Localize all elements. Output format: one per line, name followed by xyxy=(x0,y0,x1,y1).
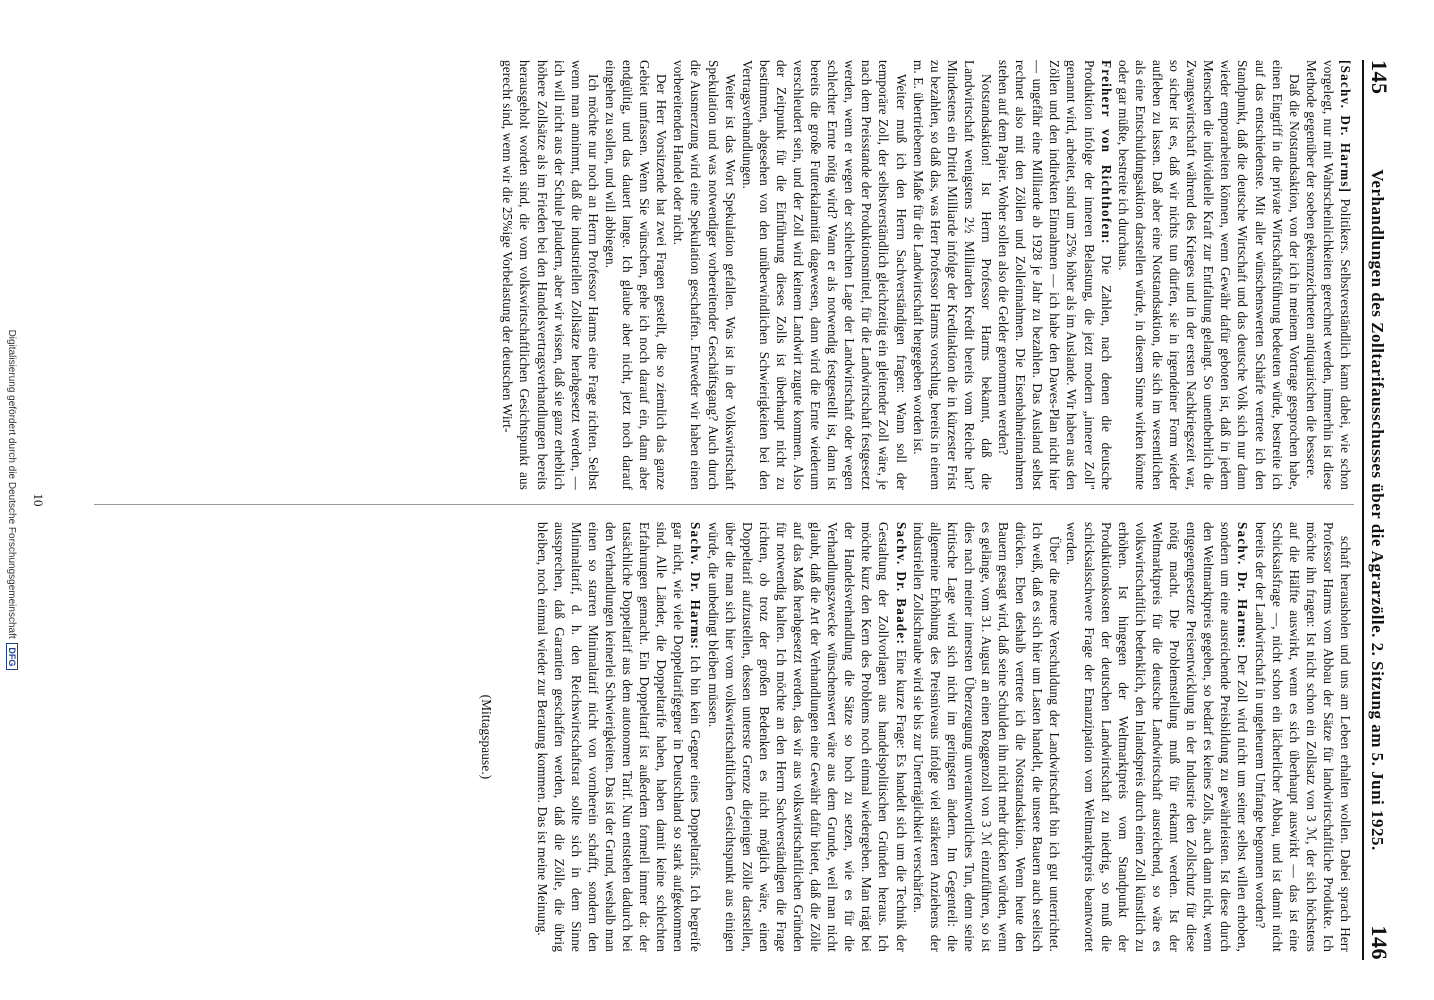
paragraph-text: Daß die Notstandsaktion, von der ich in meinem Vortrage gesprochen habe, einen Eingriff in die private Wirtschaftsführung bedeuten würde, bestreite ich auf das entschiedenste. Mit aller wünschenswerten Schärfe vertrete ich den Standpunkt, daß die deutsche Wirtschaft und das deutsche Volk sich nur dann wieder emporarbeiten können, wenn Gewähr dafür geboten ist, daß in jedem Menschen die individuelle Kraft zur Entfaltung gelangt. So unentbehrlich die Zwangswirtschaft während des Krieges und in der ersten Nachkriegszeit war, so sicher ist es, daß wir nichts tun dürfen, sie in irgendeiner Form wieder aufleben zu lassen. Daß aber eine Notstandsaktion, die sich im wesentlichen als eine Entschuldungsaktion darstellen würde, in diesem Sinne wirken könnte oder gar müßte, bestreite ich durchaus. xyxy=(1115,60,1302,490)
paragraph xyxy=(670,60,738,490)
paragraph xyxy=(910,60,995,490)
left-page-number: 145 xyxy=(1367,60,1392,95)
column-divider xyxy=(94,504,1354,505)
speaker-name: Sachv. Dr. Harms: xyxy=(1235,522,1251,650)
speaker-name: Sachv. Dr. Harms: xyxy=(688,522,704,650)
paragraph-text: Eine kurze Frage: Es handelt sich um die Technik der Gestaltung der Zollvorlagen aus handelspolitischen Gründen heraus. Ich möchte kurz den Kern des Problems noch einmal wiedergeben. Man trägt bei der Handelsverhandlung die Sätze so hoch zu setzen, wie es für die Verhandlungszwecke wünschenswert wäre aus dem Grunde, weil man nicht glaubt, daß die Art der Verhandlungen eine Gewähr dafür bietet, daß die Zölle auf das Maß herabgesetzt werden, das wir aus volkswirtschaftlichen Gründen für notwendig halten. Ich möchte an den Herrn Sachverständigen die Frage richten, ob trotz der großen Bedenken es nicht möglich wäre, einen Doppeltarif aufzustellen, dessen unterste Grenze diejenigen Zölle darstellen, über die man sich hier vom volkswirtschaftlichen Gesichtspunkt aus einigen würde, die unbedingt bleiben müssen. xyxy=(705,522,909,953)
paragraph xyxy=(499,60,602,490)
right-page-number: 146 xyxy=(1367,925,1392,960)
speaker-name: [Sachv. Dr. Harms] xyxy=(1338,60,1353,194)
paragraph-text: Notstandsaktion! Ist Herrn Professor Harms bekannt, daß die Landwirtschaft wenigstens 2½ Milliarden Kredit bereits vom Reiche hat? Mindestens ein Drittel Milliarde infolge der Kreditaktion die in kürzester Frist zu bezahlen, so daß das, was Herr Professor Harms vorschlug, bereits in einem m. E. übertriebenen Maße für die Landwirtschaft hergegeben worden ist. xyxy=(910,60,995,490)
paragraph-text: Über die neuere Verschuldung der Landwirtschaft bin ich gut unterrichtet. Ich weiß, daß es sich hier um Lasten handelt, die unsere Bauern auch seelisch drücken. Eben deshalb vertrete ich die Notstandsaktion. Wenn heute den Bauern gesagt wird, daß seine Schulden ihn nicht mehr drücken würden, wenn es gelänge, vom 31. August an einen Roggenzoll von 3 ℳ einzuführen, so ist dies nach meiner innersten Überzeugung unverantwortliches Tun, denn seine kritische Lage wird sich nicht im geringsten ändern. Im Gegenteil: die allgemeine Erhöhung des Preisniveaus infolge viel stärkeren Anziehens der industriellen Zollschraube wird sie bis zur Unerträglichkeit verschärfen. xyxy=(910,522,1063,952)
paragraph xyxy=(1251,522,1354,952)
speaker-name: Freiherr von Richthofen: xyxy=(1098,60,1114,245)
footer-page-number: 10 xyxy=(31,493,46,507)
paragraph-text: Weiter muß ich den Herrn Sachverständigen fragen: Wann soll der temporäre Zoll, der selbstverständlich gleichzeitig ein gleitender Zoll wäre, je nach dem Preisstande der Produktionsmittel, für die Landwirtschaft festgesetzt werden, wenn er wegen der schlechten Lage der Landwirtschaft oder wegen schlechter Ernte nötig wird? Wann er als notwendig festgestellt ist, dann ist bereits die große Futterkalamität dagewesen, dann wird die Ernte wiederum verschleudert sein, und der Zoll wird keinem Landwirt zugute kommen. Also der Zeitpunkt für die Einführung dieses Zolls ist überhaupt nicht zu bestimmen, abgesehen von den unüberwindlichen Schwierigkeiten bei den Vertragsverhandlungen. xyxy=(739,60,909,490)
closing-note: (Mittagspause.) xyxy=(479,694,495,780)
dfg-logo-icon: DFG xyxy=(6,643,18,670)
left-column xyxy=(499,60,1354,490)
paragraph-text: Ich möchte nur noch an Herrn Professor Harms eine Frage richten. Selbst wenn man annimmt, daß die industriellen Zollsätze herabgesetzt werden, — ich will nicht aus der Schule plaudern, aber wir wissen, daß sie ganz erheblich höhere Zollsätze als im Frieden bei den Handelsvertragsverhandlungen bereits herausgeholt worden sind, die vom volkswirtschaftlichen Gesichtspunkt aus gerecht sind, wenn wir die 25%ige Vorbelastung der deutschen Wirt- xyxy=(500,60,601,490)
paragraph-text: Der Herr Vorsitzende hat zwei Fragen gestellt, die so ziemlich das ganze Gebiet umfassen. Wenn Sie wünschen, gehe ich noch darauf ein, dann aber endgültig, und das dauert lange. Ich glaube aber nicht, jetzt noch darauf eingehen zu sollen, und will abbiegen. xyxy=(602,60,670,490)
page-header xyxy=(1362,60,1392,960)
paragraph xyxy=(995,60,1115,490)
paragraph xyxy=(704,522,909,952)
paragraph xyxy=(602,60,670,490)
paragraph-text: Die Zahlen, nach denen die deutsche Produktion infolge der inneren Belastung, die jetzt modern „innerer Zoll" genannt wird, arbeitet, sind um 25% höher als im Auslande. Wir haben aus den Zöllen und den indirekten Einnahmen — ich habe den Dawes-Plan nicht hier — ungefähr eine Milliarde ab 1928 je Jahr zu bezahlen. Das Ausland selbst rechnet also mit den Zöllen und Zolleinnahmen. Die Eisenbahneinnahmen stehen auf dem Papier. Woher sollen also die Gelder genommen werden? xyxy=(996,60,1114,490)
paragraph-text: Der Zoll wird nicht um seiner selbst willen erhoben, sondern um eine ausreichende Preisbildung zu gewährleisten. Ist diese durch den Weltmarktpreis gegeben, so bedarf es keines Zolls, auch dann nicht, wenn entgegengesetzte Preisentwicklung in der Industrie den Zollschutz für diese nötig macht. Die Problemstellung muß für erkannt werden. Ist der Weltmarktpreis für die deutsche Landwirtschaft ausreichend, so wäre es volkswirtschaftlich bedenklich, den Inlandspreis durch einen Zoll künstlich zu erhöhen. Ist hingegen der Weltmarktpreis vom Standpunkt der Produktionskosten der deutschen Landwirtschaft zu niedrig, so muß die schicksalsschwere Frage der Emanzipation vom Weltmarktpreis beantwortet werden. xyxy=(1064,522,1251,952)
paragraph xyxy=(1303,60,1354,490)
digitization-credit xyxy=(6,0,18,1000)
paragraph-text: Politikers. Selbstverständlich kann dabei, wie schon vorgelegt, nur mit Wahrscheinlichkeiten gerechnet werden, immerhin ist diese Methode gegenüber der soeben gekennzeichneten antiquarischen die bessere. xyxy=(1303,60,1353,490)
paragraph xyxy=(1063,522,1251,952)
paragraph xyxy=(910,522,1064,952)
paragraph-text: schaft herausholen und uns am Leben erhalten wollen. Dabei sprach Herr Professor Harms vom Abbau der Sätze für landwirtschaftliche Produkte. Ich möchte ihn fragen: Ist nicht schon ein Zollsatz von 3 ℳ, der sich höchstens auf die Hälfte auswirkt, wenn es sich überhaupt auswirkt — das ist eine Schicksalsfrage —, nicht schon ein lächerlicher Abbau, und ist damit nicht bereits der der Landwirtschaft in ungeheurem Umfange begonnen worden? xyxy=(1252,522,1353,952)
credit-text: Digitalisierung gefördert durch die Deutsche Forschungsgemeinschaft xyxy=(6,329,17,639)
paragraph-text: Ich bin kein Gegner eines Doppeltarifs. Ich begreife gar nicht, wie viele Doppeltarifgegner in Deutschland so stark aufgekommen sind. Alle Länder, die Doppeltarife haben, haben damit keine schlechten Erfahrungen gemacht. Ein Doppeltarif ist außerdem formell immer da: der tatsächliche Doppeltarif aus dem autonomen Tarif. Nun entstehen dadurch bei den Verhandlungen keinerlei Schwierigkeiten. Das ist der Grund, weshalb man einen so starren Minimaltarif nicht von vornherein schafft, sondern den Minimaltarif, d. h. den Reichswirtschaftsrat sollte sich in dem Sinne aussprechen, daß Garantien geschaffen werden, daß die Zölle, die übrig bleiben, noch einmal wieder zur Beratung kommen. Das ist meine Meinung. xyxy=(534,522,704,952)
paragraph xyxy=(739,60,910,490)
paragraph xyxy=(1115,60,1303,490)
header-title: Verhandlungen des Zolltarifausschusses über die Agrarzölle. 2. Sitzung am 5. Juni 1925. xyxy=(1368,169,1387,851)
right-column xyxy=(478,522,1354,952)
paragraph-text: Weiter ist das Wort Spekulation gefallen. Was ist in der Volkswirtschaft Spekulation und was notwendiger vorbereitender Geschäftsgang? Auch durch die Ausmerzung wird eine Spekulation geschaffen. Entweder wir haben einen vorbereitenden Handel oder nicht. xyxy=(671,60,738,490)
speaker-name: Sachv. Dr. Baade: xyxy=(893,522,909,646)
paragraph xyxy=(534,522,705,952)
